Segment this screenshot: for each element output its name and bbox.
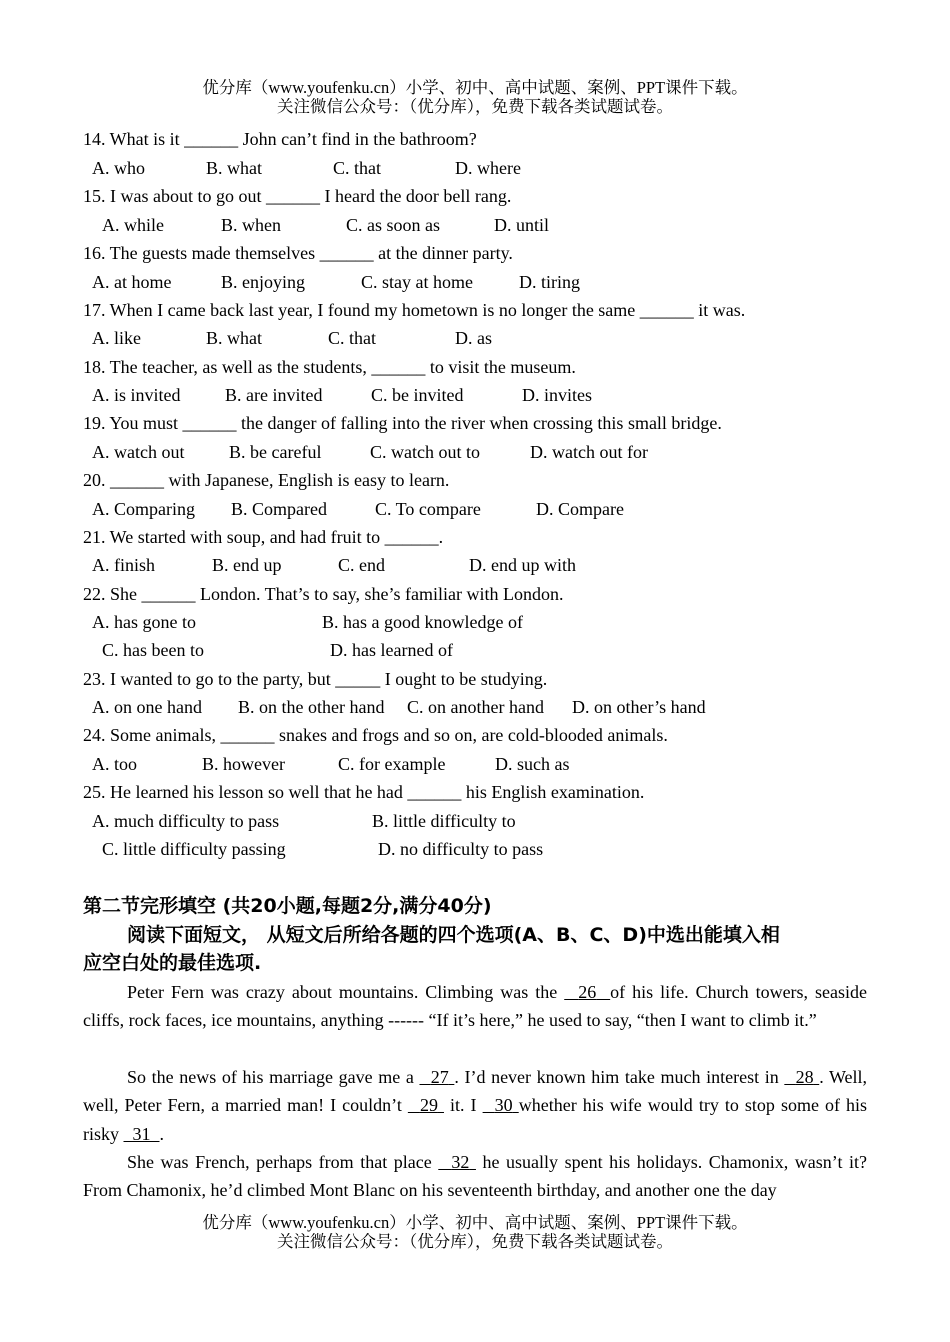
- header-line-1: 优分库（www.youfenku.cn）小学、初中、高中试题、案例、PPT课件下载。: [202, 78, 748, 97]
- question-19: 19. You must ______ the danger of falling into the river when crossing this small bridge.: [83, 413, 722, 433]
- q19-option-d: D. watch out for: [530, 442, 648, 462]
- q20-option-b: B. Compared: [231, 499, 327, 519]
- passage-paragraph-1: Peter Fern was crazy about mountains. Climbing was the 26 of his life. Church towers, seaside cliffs, rock faces, ice mountains, anything ------ “If it’s here,” he used to say, “then I want to climb it.”: [83, 982, 868, 1031]
- passage-paragraph-2: So the news of his marriage gave me a 27 . I’d never known him take much interest in 28 . Well, well, Peter Fern, a married man! I couldn’t 29 it. I 30 whether his wife would try to stop some of his risky 31 .: [83, 1067, 868, 1144]
- question-24: 24. Some animals, ______ snakes and frogs and so on, are cold-blooded animals.: [83, 725, 668, 745]
- question-21: 21. We started with soup, and had fruit to ______.: [83, 527, 444, 547]
- q23-option-b: B. on the other hand: [238, 697, 385, 717]
- blank-29: 29: [419, 1095, 438, 1116]
- q19-option-c: C. watch out to: [370, 442, 480, 462]
- question-16: 16. The guests made themselves ______ at the dinner party.: [83, 243, 513, 263]
- q25-option-c: C. little difficulty passing: [102, 839, 286, 859]
- passage-paragraph-3: She was French, perhaps from that place 32 he usually spent his holidays. Chamonix, wasn’t it? From Chamonix, he’d climbed Mont Blanc on his seventeenth birthday, and another one the day: [83, 1152, 868, 1201]
- q16-option-c: C. stay at home: [361, 272, 473, 292]
- q20-option-d: D. Compare: [536, 499, 624, 519]
- footer-line-2: 关注微信公众号：（优分库），免费下载各类试题试卷。: [277, 1232, 673, 1251]
- section-instruction-line-1: 阅读下面短文， 从短文后所给各题的四个选项(A、B、C、D)中选出能填入相: [127, 924, 780, 946]
- q24-option-c: C. for example: [338, 754, 446, 774]
- q15-option-a: A. while: [102, 215, 164, 235]
- q16-option-a: A. at home: [92, 272, 172, 292]
- q17-option-b: B. what: [206, 328, 262, 348]
- blank-27: 27: [430, 1067, 449, 1087]
- q22-option-a: A. has gone to: [92, 612, 196, 632]
- q18-option-b: B. are invited: [225, 385, 323, 405]
- q24-option-b: B. however: [202, 754, 285, 774]
- q19-option-a: A. watch out: [92, 442, 185, 462]
- question-17: 17. When I came back last year, I found my hometown is no longer the same ______ it was.: [83, 300, 746, 320]
- q23-option-a: A. on one hand: [92, 697, 202, 717]
- blank-32: 32: [451, 1152, 470, 1172]
- q20-option-c: C. To compare: [375, 499, 481, 519]
- q20-option-a: A. Comparing: [92, 499, 195, 519]
- q22-option-d: D. has learned of: [330, 640, 453, 660]
- q24-option-a: A. too: [92, 754, 137, 774]
- q25-option-d: D. no difficulty to pass: [378, 839, 544, 859]
- question-20: 20. ______ with Japanese, English is easy to learn.: [83, 470, 450, 490]
- q17-option-d: D. as: [455, 328, 492, 348]
- q15-option-b: B. when: [221, 215, 281, 235]
- q23-option-c: C. on another hand: [407, 697, 544, 717]
- blank-30: 30: [494, 1095, 513, 1116]
- q15-option-d: D. until: [494, 215, 550, 235]
- q24-option-d: D. such as: [495, 754, 570, 774]
- question-14: 14. What is it ______ John can’t find in the bathroom?: [83, 129, 477, 149]
- page-footer: [0, 1213, 950, 1251]
- q21-option-d: D. end up with: [469, 555, 576, 575]
- q22-option-b: B. has a good knowledge of: [322, 612, 523, 632]
- section-instruction-line-2: 应空白处的最佳选项.: [83, 952, 262, 974]
- q25-option-b: B. little difficulty to: [372, 811, 516, 831]
- q16-option-b: B. enjoying: [221, 272, 305, 292]
- question-18: 18. The teacher, as well as the students, ______ to visit the museum.: [83, 357, 576, 377]
- footer-line-1: 优分库（www.youfenku.cn）小学、初中、高中试题、案例、PPT课件下载。: [202, 1213, 748, 1232]
- q18-option-d: D. invites: [522, 385, 592, 405]
- q14-option-d: D. where: [455, 158, 521, 178]
- q21-option-a: A. finish: [92, 555, 155, 575]
- page-header: [0, 78, 950, 116]
- blank-31: 31: [132, 1123, 151, 1144]
- q16-option-d: D. tiring: [519, 272, 580, 292]
- q14-option-c: C. that: [333, 158, 381, 178]
- q19-option-b: B. be careful: [229, 442, 322, 462]
- q14-option-b: B. what: [206, 158, 262, 178]
- q15-option-c: C. as soon as: [346, 215, 440, 235]
- question-23: 23. I wanted to go to the party, but _____ I ought to be studying.: [83, 669, 548, 689]
- question-25: 25. He learned his lesson so well that he had ______ his English examination.: [83, 782, 645, 802]
- q17-option-c: C. that: [328, 328, 376, 348]
- question-22: 22. She ______ London. That’s to say, she’s familiar with London.: [83, 584, 564, 604]
- q21-option-c: C. end: [338, 555, 385, 575]
- q22-option-c: C. has been to: [102, 640, 204, 660]
- q23-option-d: D. on other’s hand: [572, 697, 706, 717]
- q17-option-a: A. like: [92, 328, 141, 348]
- q18-option-a: A. is invited: [92, 385, 181, 405]
- blank-28: 28: [795, 1067, 814, 1087]
- blank-26: 26: [578, 982, 597, 1002]
- q25-option-a: A. much difficulty to pass: [92, 811, 280, 831]
- q18-option-c: C. be invited: [371, 385, 464, 405]
- header-line-2: 关注微信公众号：（优分库），免费下载各类试题试卷。: [277, 97, 673, 116]
- q14-option-a: A. who: [92, 158, 145, 178]
- section-title: 第二节完形填空 (共20小题,每题2分,满分40分): [83, 895, 492, 917]
- q21-option-b: B. end up: [212, 555, 282, 575]
- question-15: 15. I was about to go out ______ I heard the door bell rang.: [83, 186, 512, 206]
